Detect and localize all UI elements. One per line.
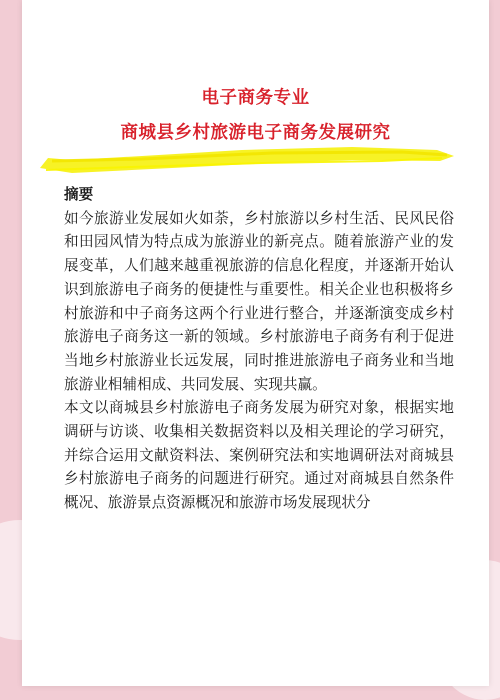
abstract-heading: 摘要 — [64, 186, 94, 203]
title-major: 电子商务专业 — [201, 88, 310, 108]
document-page — [22, 0, 489, 686]
abstract-paragraph-1: 如今旅游业发展如火如荼，乡村旅游以乡村生活、民风民俗和田园风情为特点成为旅游业的新亮点。随着旅游产业的发展变革，人们越来越重视旅游的信息化程度，并逐渐开始认识到旅游电子商务的便捷性与重要性。相关企业也积极将乡村旅游和中子商务这两个行业进行整合，并逐渐演变成乡村旅游电子商务这一新的领域。乡村旅游电子商务有利于促进当地乡村旅游业长远发展，同时推进旅游电子商务业和当地旅游业相辅相成、共同发展、实现共赢。 — [64, 209, 454, 393]
title-thesis: 商城县乡村旅游电子商务发展研究 — [120, 123, 391, 143]
abstract-section — [64, 183, 454, 515]
abstract-paragraph-2: 本文以商城县乡村旅游电子商务发展为研究对象，根据实地调研与访谈、收集相关数据资料以及相关理论的学习研究，并综合运用文献资料法、案例研究法和实地调研法对商城县乡村旅游电子商务的问题进行研究。通过对商城县自然条件概况、旅游景点资源概况和旅游市场发展现状分 — [64, 399, 454, 512]
